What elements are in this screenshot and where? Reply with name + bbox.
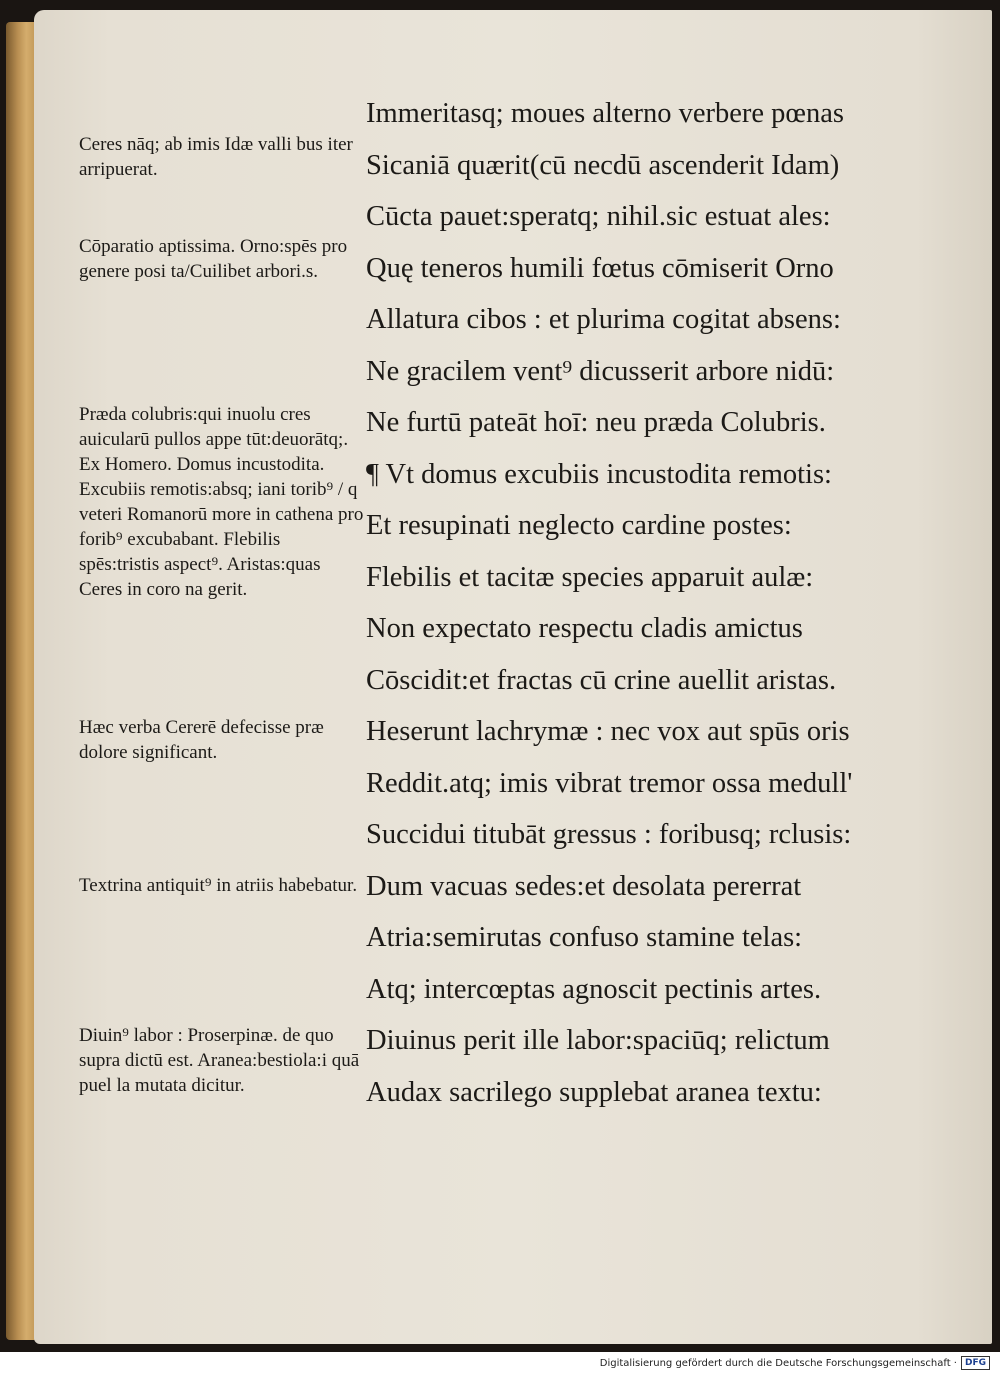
gloss-textrina: Textrina antiquit⁹ in atriis habebatur.: [79, 875, 358, 896]
verse-line: Heserunt lachrymæ : nec vox aut spūs oris: [366, 716, 850, 747]
verse-line: Non expectato respectu cladis amictus: [366, 613, 803, 644]
verse-line: Dum vacuas sedes:et desolata pererrat: [366, 870, 802, 902]
gloss-comparatio: Cōparatio aptissima. Orno:spēs pro genere posi ta/Cuilibet arbori.s.: [79, 236, 348, 282]
verse-line: Ne gracilem vent⁹ dicusserit arbore nidū:: [366, 355, 835, 387]
verse-column: [366, 92, 966, 1122]
verse-line: Reddit.atq; imis vibrat tremor ossa medull': [366, 767, 853, 799]
verse-line: Cūcta pauet:speratq; nihil.sic estuat ales:: [366, 201, 831, 232]
verse-line: Flebilis et tacitæ species apparuit aulæ:: [366, 561, 814, 593]
verse-line: ¶ Vt domus excubiis incustodita remotis:: [366, 458, 832, 490]
verse-line: Diuinus perit ille labor:spaciūq; relictum: [366, 1025, 830, 1056]
verse-line: Succidui titubāt gressus : foribusq; rclusis:: [366, 819, 852, 850]
verse-line: Quę teneros humili fœtus cōmiserit Orno: [366, 252, 834, 284]
verse-line: Atria:semirutas confuso stamine telas:: [366, 922, 803, 953]
verse-line: Et resupinati neglecto cardine postes:: [366, 510, 792, 541]
gloss-ceres: Ceres nāq; ab imis Idæ valli bus iter arripuerat.: [79, 134, 353, 180]
gloss-praeda-colubris: Præda colubris:qui inuolu cres auicularū pullos appe tūt:deuorātq;. Ex Homero. Domus incustodita. Excubiis remotis:absq; iani torib⁹ / q veteri Romanorū more in cathena pro forib⁹ excubabant. Flebilis spēs:tristis aspect⁹. Aristas:quas Ceres in coro na gerit.: [79, 404, 364, 600]
verse-line: Allatura cibos : et plurima cogitat absens:: [366, 304, 841, 335]
verse-line: Atq; intercœptas agnoscit pectinis artes.: [366, 973, 822, 1005]
verse-line: Sicaniā quærit(cū necdū ascenderit Idam): [366, 149, 840, 181]
gloss-haec-verba: Hæc verba Cererē defecisse præ dolore significant.: [79, 717, 324, 763]
credit-text: Digitalisierung gefördert durch die Deutsche Forschungsgemeinschaft ·: [599, 1357, 957, 1369]
digitization-credit: [600, 1356, 990, 1370]
gloss-diuinus-labor: Diuin⁹ labor : Proserpinæ. de quo supra dictū est. Aranea:bestiola:i quā puel la mutata dicitur.: [79, 1025, 360, 1096]
verse-line: Audax sacrilego supplebat aranea textu:: [366, 1076, 822, 1108]
verse-line: Immeritasq; moues alterno verbere pœnas: [366, 98, 845, 129]
verse-line: Cōscidit:et fractas cū crine auellit aristas.: [366, 664, 837, 696]
dfg-logo: DFG: [961, 1356, 990, 1370]
verse-line: Ne furtū pateāt hoī: neu præda Colubris.: [366, 407, 826, 438]
